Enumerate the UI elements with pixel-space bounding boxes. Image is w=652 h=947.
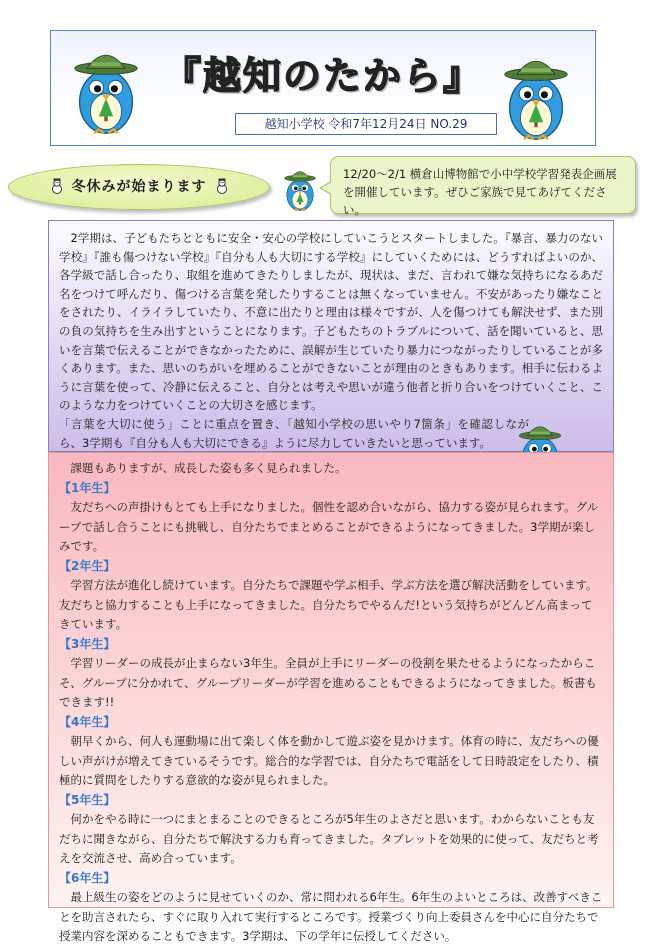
grade-6-text: 最上級生の姿をどのように見せていくのか、常に問われる6年生。6年生のよいところは、改善すべきことを助言されたら、すぐに取り入れて実行するところです。授業づくり向上委員さんを中心に自分たちで授業内容を深めることもできます。3学期は、下の学年に伝授してください。 bbox=[59, 890, 603, 943]
newsletter-title: 『越知のたから』 bbox=[162, 53, 483, 98]
grade-5-heading: 【5年生】 bbox=[59, 792, 116, 807]
grade-3-text: 学習リーダーの成長が止まらない3年生。全員が上手にリーダーの役割を果たせるようになったからこそ、グループに分かれて、グループリーダーが学習を進めることもできるようになってきました。板書もできます!! bbox=[59, 656, 597, 709]
snowman-icon bbox=[215, 178, 229, 194]
snowman-icon bbox=[50, 178, 64, 194]
museum-notice-line1: 12/20～2/1 横倉山博物館で小中学校学習発表企画展 bbox=[343, 167, 617, 181]
grades-intro: 課題もありますが、成長した姿も多く見られました。 bbox=[59, 461, 347, 475]
museum-notice-line2: を開催しています。ぜひご家族で見てあげてください。 bbox=[343, 185, 607, 217]
grade-2-heading: 【2年生】 bbox=[59, 558, 116, 573]
winter-break-label: 冬休みが始まります bbox=[71, 179, 207, 195]
intro-paragraph-2: 「言葉を大切に使う」ことに重点を置き、「越知小学校の思いやり7箇条」を確認しながら、3学期も『自分も人も大切にできる』ように尽力していきたいと思っています。 bbox=[59, 416, 529, 450]
winter-break-banner bbox=[8, 164, 270, 210]
museum-notice bbox=[330, 156, 636, 217]
grade-6-heading: 【6年生】 bbox=[59, 870, 116, 885]
mascot-small-icon bbox=[282, 164, 318, 214]
grade-1-text: 友だちへの声掛けもとても上手になりました。個性を認め合いながら、協力する姿が見られます。グループで話し合うことにも挑戦し、自分たちでまとめることができるようになってきました。3学期が楽しみです。 bbox=[59, 500, 599, 553]
grade-5-text: 何かをやる時に一つにまとまることのできるところが5年生のよさだと思います。わからないことも友だちに聞きながら、自分たちで解決する力も育ってきました。タブレットを効果的に使って、友だちと考えを交流させ、高め合っています。 bbox=[59, 812, 599, 865]
grades-panel bbox=[48, 452, 614, 943]
mascot-left-icon bbox=[70, 42, 142, 138]
grade-3-heading: 【3年生】 bbox=[59, 636, 116, 651]
grade-4-heading: 【4年生】 bbox=[59, 714, 116, 729]
grade-2-text: 学習方法が進化し続けています。自分たちで課題や学ぶ相手、学ぶ方法を選び解決活動をしています。友だちと協力することも上手になってきました。自分たちでやるんだ!という気持ちがどんどん高まってきています。 bbox=[59, 578, 598, 631]
grade-1-heading: 【1年生】 bbox=[59, 480, 116, 495]
grade-4-text: 朝早くから、何人も運動場に出て楽しく体を動かして遊ぶ姿を見かけます。体育の時に、友だちへの優しい声がけが増えてきているそうです。総合的な学習では、自分たちで電話をして日時設定をしたり、積極的に質問をしたりする意欲的な姿が見られました。 bbox=[59, 734, 599, 787]
issue-info: 越知小学校 令和7年12月24日 NO.29 bbox=[235, 113, 497, 135]
mascot-right-icon bbox=[500, 48, 572, 144]
intro-paragraph-1: 2学期は、子どもたちとともに安全・安心の学校にしていこうとスタートしました。『暴言、暴力のない学校』『誰も傷つけない学校』『自分も人も大切にする学校』にしていくためには、どうすればよいのか、各学級で話し合ったり、取組を進めてきたりしましたが、現状は、まだ、言われて嫌な気持ちになるあだ名をつけて呼んだり、傷つける言葉を発したりすることは無くなっていません。不安があったり嫌なことをされたり、イライラしていたり、不意に出たりと理由は様々ですが、人を傷つけても解決せず、また別の負の気持ちを生み出すということになります。子どもたちのトラブルについて、話を聞いていると、思いを言葉で伝えることができなかったために、誤解が生じていたり暴力につながったりしていることが多くあります。また、思いのちがいを埋めることができないことが理由のときもあります。相手に伝わるように言葉を使って、冷静に伝えること、自分とは考えや思いが違う他者と折り合いをつけていくこと、このような力をつけていくことの大切さを感じます。 bbox=[59, 231, 603, 413]
